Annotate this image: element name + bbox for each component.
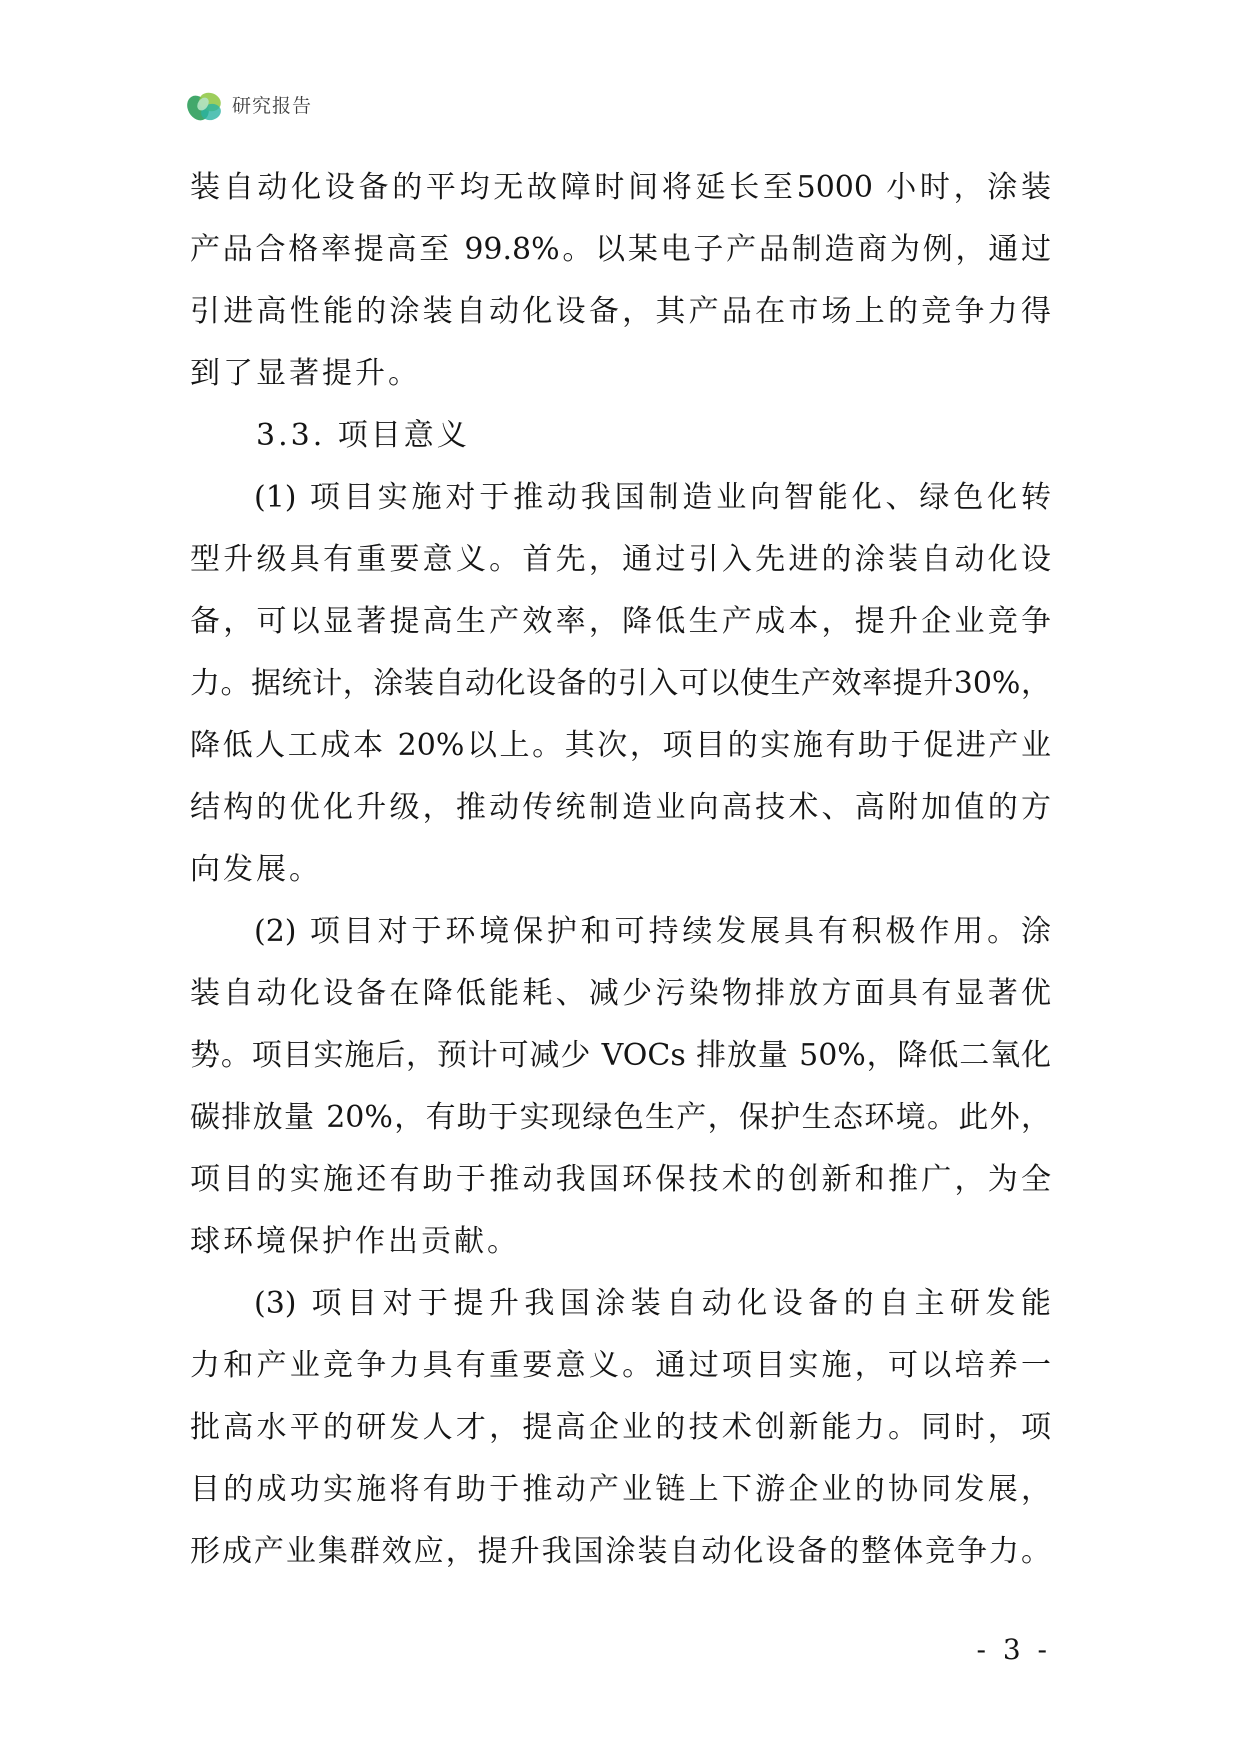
body-line: 力。据统计，涂装自动化设备的引入可以使生产效率提升30%， [190, 666, 1051, 701]
body-line: 势。项目实施后，预计可减少 VOCs 排放量 50%，降低二氧化 [190, 1038, 1051, 1073]
body-line: 目的成功实施将有助于推动产业链上下游企业的协同发展， [190, 1472, 1051, 1507]
body-line: 型升级具有重要意义。首先，通过引入先进的涂装自动化设 [190, 542, 1051, 577]
section-heading: 3.3. 项目意义 [256, 418, 470, 453]
body-line: (1) 项目实施对于推动我国制造业向智能化、绿色化转 [254, 480, 1051, 515]
body-line: 到了显著提升。 [190, 356, 421, 391]
body-line: (3) 项目对于提升我国涂装自动化设备的自主研发能 [254, 1286, 1051, 1321]
body-line: 力和产业竞争力具有重要意义。通过项目实施，可以培养一 [190, 1348, 1051, 1383]
header-title: 研究报告 [232, 95, 313, 117]
body-line: 批高水平的研发人才，提高企业的技术创新能力。同时，项 [190, 1410, 1051, 1445]
leaf-logo-icon [186, 88, 224, 124]
body-line: 碳排放量 20%，有助于实现绿色生产，保护生态环境。此外， [190, 1100, 1051, 1135]
body-line: 球环境保护作出贡献。 [190, 1224, 520, 1259]
paragraph-3 [190, 1273, 1051, 1583]
body-line: 引进高性能的涂装自动化设备，其产品在市场上的竞争力得 [190, 294, 1051, 329]
body-line: 备，可以显著提高生产效率，降低生产成本，提升企业竞争 [190, 604, 1051, 639]
body-line: 形成产业集群效应，提升我国涂装自动化设备的整体竞争力。 [190, 1534, 1051, 1569]
body-line: 结构的优化升级，推动传统制造业向高技术、高附加值的方 [190, 790, 1051, 825]
body-line: 产品合格率提高至 99.8%。以某电子产品制造商为例，通过 [190, 232, 1051, 267]
document-body [190, 157, 1051, 1583]
body-line: 装自动化设备的平均无故障时间将延长至5000 小时，涂装 [190, 170, 1051, 205]
body-line: 降低人工成本 20%以上。其次，项目的实施有助于促进产业 [190, 728, 1051, 763]
page-header [186, 86, 386, 126]
page-number: - 3 - [976, 1633, 1051, 1666]
body-line: 装自动化设备在降低能耗、减少污染物排放方面具有显著优 [190, 976, 1051, 1011]
paragraph-2 [190, 901, 1051, 1273]
body-line: 向发展。 [190, 852, 322, 887]
body-line: 项目的实施还有助于推动我国环保技术的创新和推广，为全 [190, 1162, 1051, 1197]
paragraph-1 [190, 467, 1051, 901]
body-line: (2) 项目对于环境保护和可持续发展具有积极作用。涂 [254, 914, 1051, 949]
